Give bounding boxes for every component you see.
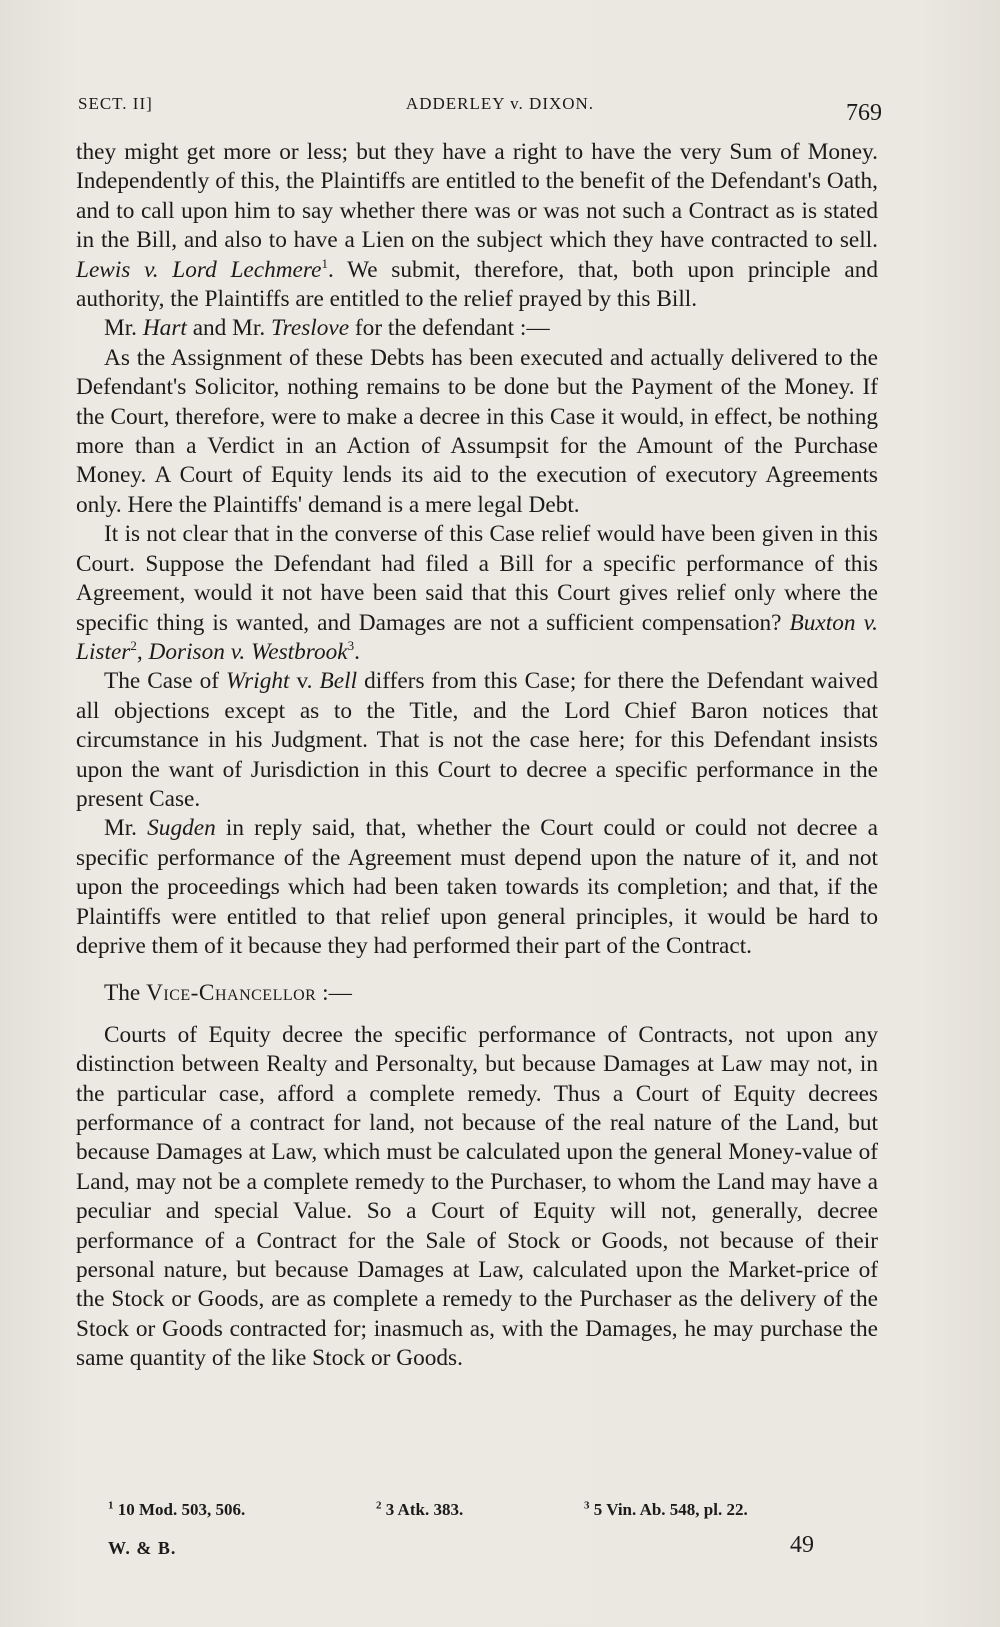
paragraph-7: Courts of Equity decree the specific performance of Contracts, not upon any distinction between Realty and Personalty, but because Damages at Law may not, in the particular case, afford a complete remedy. Thus a Court of Equity decrees performance of a contract for land, not because of the real nature of the Land, but because Damages at Law, which must be calculated upon the general Money-value of Land, may not be a complete remedy to the Purchaser, to whom the Land may have a peculiar and special Value. So a Court of Equity will not, generally, decree performance of a Contract for the Sale of Stock or Goods, not because of their personal nature, but because Damages at Law, calculated upon the Market-price of the Stock or Goods, are as complete a remedy to the Purchaser as the delivery of the Stock or Goods contracted for; inasmuch as, with the Damages, he may purchase the same quantity of the like Stock or Goods.: [76, 1021, 878, 1372]
heading-text: :—: [322, 980, 352, 1007]
footnote-ref: 3: [347, 638, 355, 654]
paragraph-text: It is not clear that in the converse of this Case relief would have been given in this Court. Suppose the Defendant had filed a Bill for a specific performance of this Agreement, would it not have been said that this Court gives relief only where the specific thing is wanted, and Damages are not a sufficient compensation?: [76, 521, 878, 636]
footnote-number: 3: [584, 1499, 590, 1512]
paragraph-4: It is not clear that in the converse of this Case relief would have been given in this Court. Suppose the Defendant had filed a Bill for a specific performance of this Agreement, would it not have been said that this Court gives relief only where the specific thing is wanted, and Damages are not a sufficient compensation? Buxton v. Lister$^2$, Dorison v. Westbrook$^3$.: [76, 521, 879, 665]
sheet-number: 49: [790, 1532, 814, 1558]
body-text: [76, 138, 878, 1374]
heading-text: The: [104, 980, 141, 1007]
signature-mark: W. & B.: [108, 1538, 177, 1558]
paragraph-text: Mr.: [104, 315, 138, 342]
paragraph-text: and Mr.: [192, 315, 266, 342]
section-label: SECT. II]: [78, 94, 153, 113]
paragraph-text: for the defendant :—: [354, 315, 550, 342]
running-head: [78, 86, 882, 126]
paragraph-3: As the Assignment of these Debts has been executed and actually delivered to the Defendant's Solicitor, nothing remains to be done but the Payment of the Money. If the Court, therefore, were to make a decree in this Case it would, in effect, be nothing more than a Verdict in an Action of Assumpsit for the Amount of the Purchase Money. A Court of Equity lends its aid to the execution of executory Agreements only. Here the Plaintiffs' demand is a mere legal Debt.: [76, 344, 878, 518]
paragraph-text: . We submit, therefore, that, both upon principle and authority, the Plaintiffs are entitled to the relief prayed by this Bill.: [76, 256, 879, 313]
footnote-number: 1: [108, 1499, 114, 1512]
counsel-name: Treslove: [271, 315, 350, 342]
footnote-number: 2: [376, 1499, 382, 1512]
vice-chancellor-heading: [76, 979, 878, 1008]
case-citation: Lewis v. Lord Lechmere: [76, 256, 322, 283]
footnote-2: [376, 1500, 463, 1520]
paragraph-text: The Case of: [104, 668, 219, 695]
case-party: Wright: [226, 668, 290, 695]
footnote-ref: 2: [130, 638, 137, 654]
footnote-text: 10 Mod. 503, 506.: [117, 1500, 246, 1519]
paragraph-text: differs from this Case; for there the Defendant waived all objections except as to the Title, and the Lord Chief Baron notices that circumstance in his Judgment. That is not the case here; for this Defendant insists upon the want of Jurisdiction in this Court to decree a specific performance in the present Case.: [76, 668, 879, 812]
judge-title: Vice-Chancellor: [146, 980, 317, 1007]
counsel-name: Hart: [142, 315, 187, 342]
paragraph-counsel: [76, 314, 878, 343]
counsel-name: Sugden: [147, 815, 216, 842]
paragraph-5: [76, 667, 878, 814]
footnote-ref: 1: [321, 255, 328, 271]
running-title: ADDERLEY v. DIXON.: [405, 94, 595, 113]
footnote-3: [584, 1500, 748, 1520]
case-citation: Buxton v. Lister: [76, 609, 879, 665]
case-citation: Dorison v. Westbrook: [148, 638, 348, 665]
paragraph-text: they might get more or less; but they have a right to have the very Sum of Money. Independently of this, the Plaintiffs are entitled to the benefit of the Defendant's Oath, and to call upon him to say whether there was or was not such a Contract as is stated in the Bill, and also to have a Lien on the subject which they have contracted to sell.: [76, 139, 878, 254]
case-party: Bell: [319, 668, 358, 695]
paragraph-text: Mr.: [104, 815, 138, 842]
paragraph-text: v.: [296, 668, 313, 695]
section-gap: [76, 961, 878, 979]
paragraph-text: in reply said, that, whether the Court could or could not decree a specific performance of the Agreement must depend upon the nature of it, and not upon the proceedings which had been taken towards its completion; and that, if the Plaintiffs were entitled to that relief upon general principles, it would be hard to deprive them of it because they had performed their part of the Contract.: [76, 815, 878, 959]
paragraph-1: [76, 138, 878, 314]
page-number: 769: [846, 100, 882, 126]
footnote-text: 3 Atk. 383.: [385, 1500, 464, 1519]
footnote-1: [108, 1500, 245, 1520]
footnote-text: 5 Vin. Ab. 548, pl. 22.: [593, 1500, 748, 1519]
paragraph-6: [76, 814, 878, 961]
